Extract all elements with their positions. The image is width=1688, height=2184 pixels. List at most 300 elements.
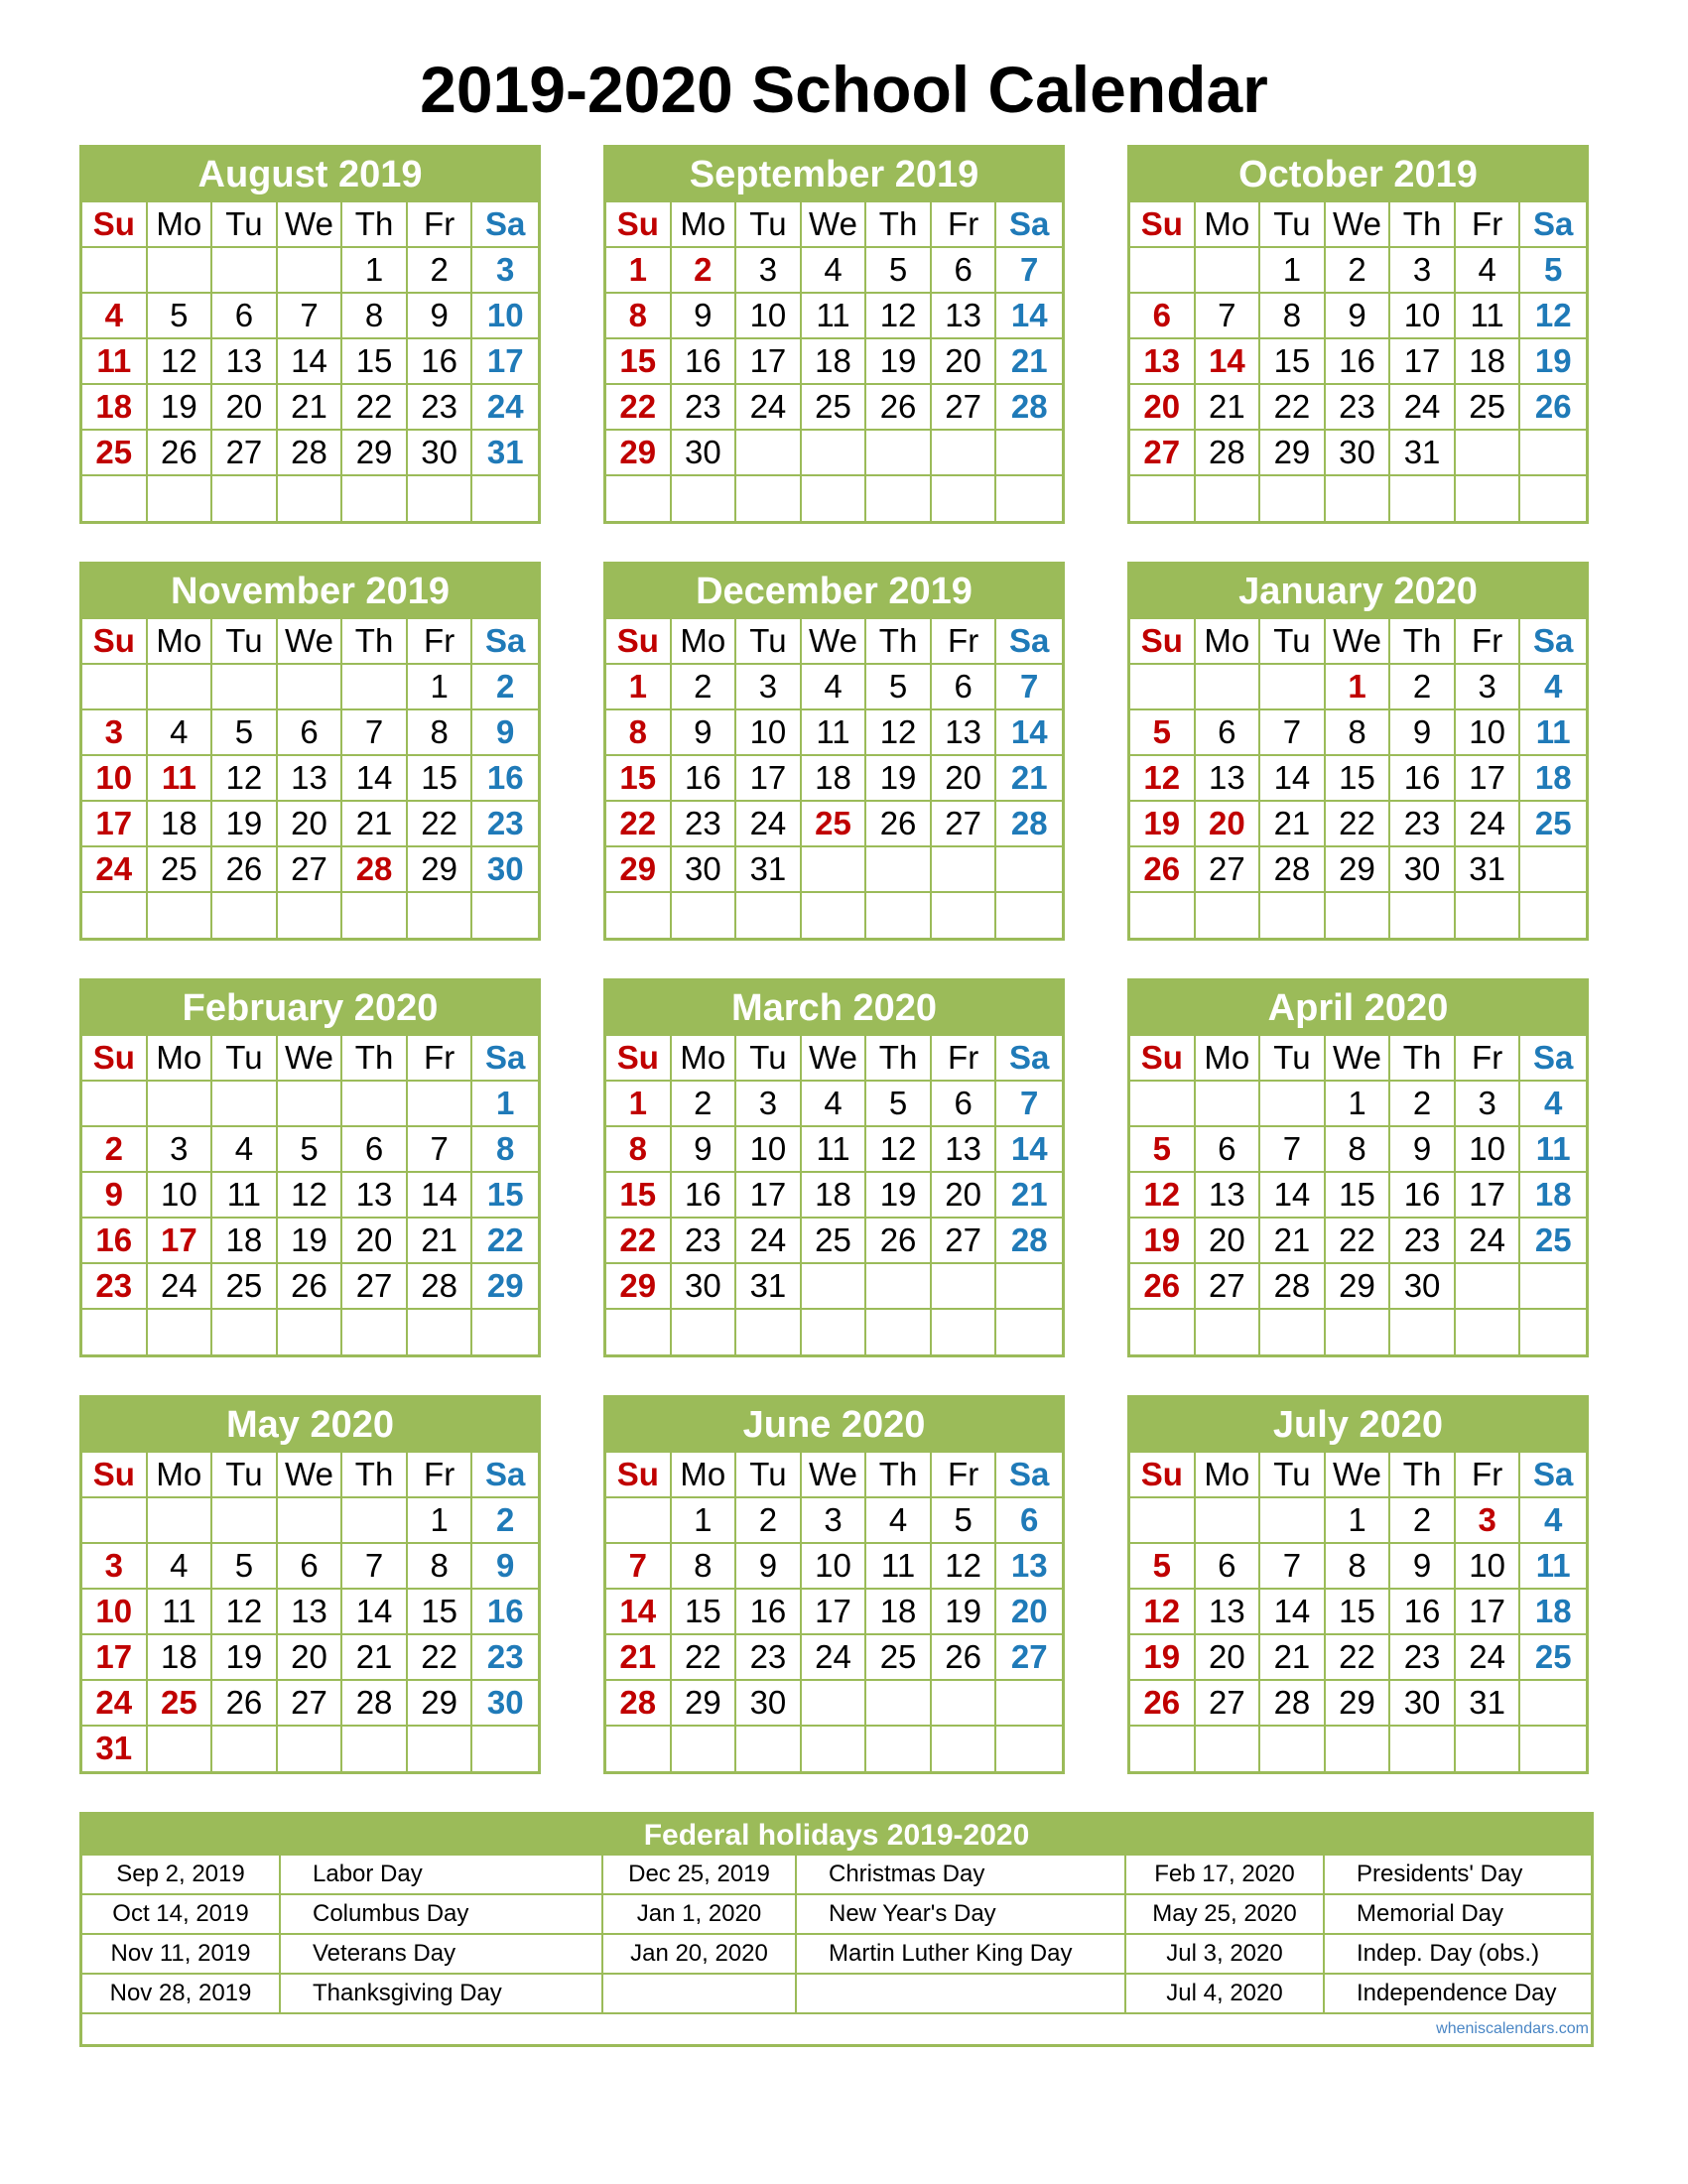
empty-cell: [932, 1727, 997, 1772]
weekday-header: Mo: [672, 1453, 737, 1498]
weekday-header: We: [1326, 1453, 1391, 1498]
day-cell: 6: [932, 248, 997, 294]
day-cell: 26: [1130, 847, 1196, 893]
day-cell: 14: [1260, 756, 1326, 802]
empty-cell: [866, 476, 932, 522]
weekday-header: Fr: [1456, 1453, 1521, 1498]
day-cell: 18: [802, 1173, 867, 1219]
day-cell: 2: [672, 1082, 737, 1127]
empty-cell: [1130, 665, 1196, 710]
day-cell: 10: [1456, 1544, 1521, 1590]
empty-cell: [148, 476, 213, 522]
day-cell: 9: [408, 294, 473, 339]
month-block: [1127, 978, 1589, 1357]
empty-cell: [1130, 1082, 1196, 1127]
day-cell: 21: [278, 385, 343, 431]
day-cell: 27: [212, 431, 278, 476]
weekday-header: Su: [1130, 1036, 1196, 1082]
day-cell: 25: [1456, 385, 1521, 431]
weekday-header: Sa: [1520, 1036, 1586, 1082]
empty-cell: [82, 476, 148, 522]
day-cell: 14: [1196, 339, 1261, 385]
day-cell: 25: [212, 1264, 278, 1310]
empty-cell: [1196, 1727, 1261, 1772]
day-cell: 20: [1196, 802, 1261, 847]
empty-cell: [606, 1310, 672, 1355]
day-cell: 28: [996, 385, 1062, 431]
weekday-header: Sa: [472, 1453, 538, 1498]
day-cell: 18: [802, 756, 867, 802]
month-block: [79, 145, 541, 524]
weekday-header: Fr: [408, 619, 473, 665]
day-cell: 23: [472, 1635, 538, 1681]
day-cell: 13: [996, 1544, 1062, 1590]
day-cell: 6: [278, 1544, 343, 1590]
day-cell: 16: [82, 1219, 148, 1264]
month-grid: [82, 1453, 538, 1772]
weekday-header: Fr: [1456, 202, 1521, 248]
empty-cell: [408, 476, 473, 522]
day-cell: 10: [1456, 1127, 1521, 1173]
day-cell: 18: [148, 1635, 213, 1681]
empty-cell: [342, 1310, 408, 1355]
weekday-header: Th: [866, 1453, 932, 1498]
weekday-header: We: [278, 619, 343, 665]
day-cell: 16: [672, 339, 737, 385]
weekday-header: Su: [606, 1036, 672, 1082]
weekday-header: We: [278, 202, 343, 248]
day-cell: 23: [408, 385, 473, 431]
empty-cell: [148, 1310, 213, 1355]
day-cell: 30: [1326, 431, 1391, 476]
holiday-name: Independence Day: [1325, 1975, 1591, 2014]
day-cell: 12: [278, 1173, 343, 1219]
holiday-date: Jul 3, 2020: [1126, 1935, 1325, 1975]
month-grid: [606, 1453, 1062, 1772]
weekday-header: Tu: [212, 1036, 278, 1082]
month-block: [603, 978, 1065, 1357]
day-cell: 6: [1196, 1127, 1261, 1173]
day-cell: 7: [278, 294, 343, 339]
day-cell: 28: [996, 1219, 1062, 1264]
day-cell: 21: [1260, 1635, 1326, 1681]
empty-cell: [932, 431, 997, 476]
day-cell: 3: [1456, 1082, 1521, 1127]
empty-cell: [1260, 476, 1326, 522]
day-cell: 10: [1390, 294, 1456, 339]
empty-cell: [736, 476, 802, 522]
empty-cell: [278, 893, 343, 939]
day-cell: 28: [408, 1264, 473, 1310]
weekday-header: Mo: [148, 1036, 213, 1082]
empty-cell: [82, 1310, 148, 1355]
day-cell: 17: [1456, 756, 1521, 802]
day-cell: 18: [1520, 756, 1586, 802]
day-cell: 20: [1130, 385, 1196, 431]
day-cell: 3: [1456, 665, 1521, 710]
empty-cell: [212, 1310, 278, 1355]
empty-cell: [408, 1727, 473, 1772]
day-cell: 25: [1520, 1635, 1586, 1681]
day-cell: 29: [606, 1264, 672, 1310]
day-cell: 18: [212, 1219, 278, 1264]
day-cell: 11: [1456, 294, 1521, 339]
empty-cell: [342, 1082, 408, 1127]
day-cell: 8: [342, 294, 408, 339]
empty-cell: [1456, 1310, 1521, 1355]
empty-cell: [802, 1727, 867, 1772]
day-cell: 11: [1520, 1544, 1586, 1590]
day-cell: 22: [408, 802, 473, 847]
weekday-header: We: [802, 1453, 867, 1498]
day-cell: 12: [212, 1590, 278, 1635]
day-cell: 30: [472, 847, 538, 893]
month-block: [603, 1395, 1065, 1774]
month-title: July 2020: [1130, 1398, 1586, 1453]
day-cell: 22: [342, 385, 408, 431]
empty-cell: [802, 476, 867, 522]
day-cell: 21: [342, 802, 408, 847]
day-cell: 28: [342, 1681, 408, 1727]
day-cell: 11: [866, 1544, 932, 1590]
day-cell: 30: [672, 1264, 737, 1310]
day-cell: 16: [1390, 756, 1456, 802]
empty-cell: [1196, 893, 1261, 939]
watermark-link[interactable]: wheniscalendars.com: [1436, 2020, 1589, 2037]
day-cell: 12: [1520, 294, 1586, 339]
day-cell: 7: [342, 1544, 408, 1590]
day-cell: 12: [1130, 1590, 1196, 1635]
day-cell: 6: [1196, 1544, 1261, 1590]
day-cell: 17: [802, 1590, 867, 1635]
day-cell: 30: [672, 431, 737, 476]
day-cell: 19: [866, 756, 932, 802]
day-cell: 18: [148, 802, 213, 847]
day-cell: 27: [1196, 1681, 1261, 1727]
day-cell: 20: [1196, 1219, 1261, 1264]
day-cell: 17: [736, 756, 802, 802]
weekday-header: Sa: [472, 1036, 538, 1082]
day-cell: 5: [1130, 1544, 1196, 1590]
empty-cell: [148, 1082, 213, 1127]
weekday-header: Tu: [1260, 1036, 1326, 1082]
month-block: [79, 978, 541, 1357]
empty-cell: [802, 893, 867, 939]
day-cell: 9: [736, 1544, 802, 1590]
month-grid: [1130, 1453, 1586, 1772]
day-cell: 19: [278, 1219, 343, 1264]
empty-cell: [1130, 1310, 1196, 1355]
day-cell: 20: [932, 1173, 997, 1219]
day-cell: 21: [408, 1219, 473, 1264]
day-cell: 27: [342, 1264, 408, 1310]
empty-cell: [148, 1498, 213, 1544]
day-cell: 31: [736, 847, 802, 893]
day-cell: 3: [1456, 1498, 1521, 1544]
month-block: [1127, 1395, 1589, 1774]
day-cell: 3: [736, 665, 802, 710]
weekday-header: Sa: [472, 202, 538, 248]
day-cell: 15: [1326, 1173, 1391, 1219]
day-cell: 15: [408, 756, 473, 802]
empty-cell: [866, 1310, 932, 1355]
holidays-footer: [82, 2014, 1591, 2040]
empty-cell: [1260, 1310, 1326, 1355]
day-cell: 10: [736, 710, 802, 756]
empty-cell: [866, 847, 932, 893]
day-cell: 10: [148, 1173, 213, 1219]
day-cell: 29: [472, 1264, 538, 1310]
month-title: March 2020: [606, 981, 1062, 1036]
empty-cell: [866, 893, 932, 939]
day-cell: 29: [672, 1681, 737, 1727]
day-cell: 5: [1130, 1127, 1196, 1173]
empty-cell: [1260, 1727, 1326, 1772]
day-cell: 8: [1326, 710, 1391, 756]
day-cell: 22: [606, 1219, 672, 1264]
holiday-date: Jul 4, 2020: [1126, 1975, 1325, 2014]
day-cell: 24: [1456, 802, 1521, 847]
day-cell: 9: [672, 1127, 737, 1173]
day-cell: 20: [1196, 1635, 1261, 1681]
empty-cell: [1196, 1498, 1261, 1544]
day-cell: 27: [278, 847, 343, 893]
weekday-header: Sa: [996, 202, 1062, 248]
day-cell: 19: [1520, 339, 1586, 385]
day-cell: 30: [736, 1681, 802, 1727]
empty-cell: [278, 1310, 343, 1355]
weekday-header: Su: [606, 619, 672, 665]
empty-cell: [1390, 1727, 1456, 1772]
holiday-name: New Year's Day: [797, 1895, 1126, 1935]
day-cell: 20: [996, 1590, 1062, 1635]
day-cell: 2: [472, 665, 538, 710]
weekday-header: Fr: [932, 619, 997, 665]
empty-cell: [996, 1264, 1062, 1310]
day-cell: 11: [148, 756, 213, 802]
day-cell: 8: [1326, 1544, 1391, 1590]
empty-cell: [606, 893, 672, 939]
day-cell: 24: [736, 1219, 802, 1264]
day-cell: 27: [1196, 1264, 1261, 1310]
day-cell: 5: [278, 1127, 343, 1173]
day-cell: 24: [1456, 1635, 1521, 1681]
day-cell: 24: [148, 1264, 213, 1310]
day-cell: 20: [932, 339, 997, 385]
day-cell: 26: [1130, 1264, 1196, 1310]
day-cell: 31: [1390, 431, 1456, 476]
empty-cell: [996, 1310, 1062, 1355]
day-cell: 18: [866, 1590, 932, 1635]
weekday-header: Mo: [1196, 202, 1261, 248]
weekday-header: Sa: [996, 619, 1062, 665]
day-cell: 13: [1196, 756, 1261, 802]
empty-cell: [802, 1310, 867, 1355]
day-cell: 25: [148, 1681, 213, 1727]
day-cell: 22: [1326, 802, 1391, 847]
day-cell: 30: [1390, 847, 1456, 893]
day-cell: 12: [866, 710, 932, 756]
day-cell: 4: [802, 248, 867, 294]
empty-cell: [606, 1727, 672, 1772]
holiday-date: [603, 1975, 797, 2014]
day-cell: 20: [278, 1635, 343, 1681]
day-cell: 17: [736, 339, 802, 385]
day-cell: 10: [82, 756, 148, 802]
holiday-name: Martin Luther King Day: [797, 1935, 1126, 1975]
empty-cell: [1196, 476, 1261, 522]
day-cell: 17: [1456, 1173, 1521, 1219]
day-cell: 17: [1390, 339, 1456, 385]
day-cell: 30: [1390, 1264, 1456, 1310]
empty-cell: [1390, 476, 1456, 522]
weekday-header: Mo: [148, 202, 213, 248]
day-cell: 10: [472, 294, 538, 339]
day-cell: 18: [82, 385, 148, 431]
day-cell: 11: [1520, 710, 1586, 756]
day-cell: 5: [1130, 710, 1196, 756]
weekday-header: Th: [342, 619, 408, 665]
day-cell: 14: [996, 1127, 1062, 1173]
day-cell: 7: [342, 710, 408, 756]
empty-cell: [148, 893, 213, 939]
day-cell: 30: [472, 1681, 538, 1727]
day-cell: 5: [866, 665, 932, 710]
day-cell: 13: [278, 1590, 343, 1635]
weekday-header: Th: [1390, 619, 1456, 665]
empty-cell: [148, 1727, 213, 1772]
day-cell: 28: [606, 1681, 672, 1727]
day-cell: 22: [472, 1219, 538, 1264]
weekday-header: We: [1326, 202, 1391, 248]
weekday-header: Su: [606, 1453, 672, 1498]
empty-cell: [672, 476, 737, 522]
empty-cell: [278, 1727, 343, 1772]
month-block: [1127, 145, 1589, 524]
empty-cell: [1326, 476, 1391, 522]
holiday-date: Feb 17, 2020: [1126, 1856, 1325, 1895]
day-cell: 13: [932, 710, 997, 756]
day-cell: 19: [212, 1635, 278, 1681]
month-title: June 2020: [606, 1398, 1062, 1453]
weekday-header: Sa: [1520, 202, 1586, 248]
day-cell: 26: [932, 1635, 997, 1681]
day-cell: 27: [996, 1635, 1062, 1681]
day-cell: 8: [606, 294, 672, 339]
month-block: [603, 145, 1065, 524]
empty-cell: [148, 248, 213, 294]
empty-cell: [672, 893, 737, 939]
day-cell: 7: [408, 1127, 473, 1173]
day-cell: 12: [866, 1127, 932, 1173]
day-cell: 9: [672, 294, 737, 339]
day-cell: 26: [1130, 1681, 1196, 1727]
day-cell: 9: [1390, 1544, 1456, 1590]
day-cell: 17: [1456, 1590, 1521, 1635]
day-cell: 6: [212, 294, 278, 339]
day-cell: 6: [932, 1082, 997, 1127]
day-cell: 25: [1520, 1219, 1586, 1264]
day-cell: 1: [1326, 665, 1391, 710]
day-cell: 21: [1260, 802, 1326, 847]
empty-cell: [1130, 1498, 1196, 1544]
day-cell: 8: [408, 710, 473, 756]
day-cell: 24: [1390, 385, 1456, 431]
day-cell: 26: [148, 431, 213, 476]
empty-cell: [996, 431, 1062, 476]
day-cell: 21: [996, 756, 1062, 802]
day-cell: 14: [996, 294, 1062, 339]
day-cell: 11: [802, 294, 867, 339]
holiday-name: Memorial Day: [1325, 1895, 1591, 1935]
weekday-header: Tu: [1260, 1453, 1326, 1498]
day-cell: 5: [932, 1498, 997, 1544]
empty-cell: [606, 1498, 672, 1544]
day-cell: 13: [342, 1173, 408, 1219]
empty-cell: [472, 1310, 538, 1355]
day-cell: 26: [212, 847, 278, 893]
weekday-header: Fr: [1456, 1036, 1521, 1082]
day-cell: 2: [1390, 1498, 1456, 1544]
empty-cell: [802, 1681, 867, 1727]
day-cell: 1: [408, 1498, 473, 1544]
day-cell: 3: [802, 1498, 867, 1544]
day-cell: 17: [736, 1173, 802, 1219]
empty-cell: [1456, 893, 1521, 939]
empty-cell: [342, 893, 408, 939]
weekday-header: Th: [1390, 1453, 1456, 1498]
day-cell: 27: [1130, 431, 1196, 476]
empty-cell: [802, 1264, 867, 1310]
weekday-header: Tu: [736, 619, 802, 665]
day-cell: 9: [82, 1173, 148, 1219]
weekday-header: Fr: [408, 1036, 473, 1082]
holiday-date: Jan 1, 2020: [603, 1895, 797, 1935]
day-cell: 10: [1456, 710, 1521, 756]
empty-cell: [342, 1498, 408, 1544]
weekday-header: Mo: [1196, 1036, 1261, 1082]
day-cell: 2: [672, 665, 737, 710]
day-cell: 4: [82, 294, 148, 339]
day-cell: 27: [932, 802, 997, 847]
day-cell: 27: [932, 1219, 997, 1264]
day-cell: 17: [82, 802, 148, 847]
day-cell: 11: [1520, 1127, 1586, 1173]
weekday-header: Mo: [148, 1453, 213, 1498]
day-cell: 29: [342, 431, 408, 476]
day-cell: 10: [736, 294, 802, 339]
day-cell: 27: [278, 1681, 343, 1727]
day-cell: 18: [1520, 1173, 1586, 1219]
day-cell: 16: [408, 339, 473, 385]
day-cell: 2: [82, 1127, 148, 1173]
day-cell: 31: [472, 431, 538, 476]
day-cell: 6: [1196, 710, 1261, 756]
empty-cell: [1196, 248, 1261, 294]
day-cell: 1: [1326, 1498, 1391, 1544]
day-cell: 23: [472, 802, 538, 847]
day-cell: 14: [1260, 1173, 1326, 1219]
empty-cell: [1326, 1310, 1391, 1355]
holiday-name: Labor Day: [281, 1856, 603, 1895]
day-cell: 28: [278, 431, 343, 476]
day-cell: 8: [606, 1127, 672, 1173]
day-cell: 9: [1326, 294, 1391, 339]
day-cell: 5: [212, 1544, 278, 1590]
day-cell: 8: [1260, 294, 1326, 339]
day-cell: 12: [1130, 1173, 1196, 1219]
empty-cell: [932, 476, 997, 522]
